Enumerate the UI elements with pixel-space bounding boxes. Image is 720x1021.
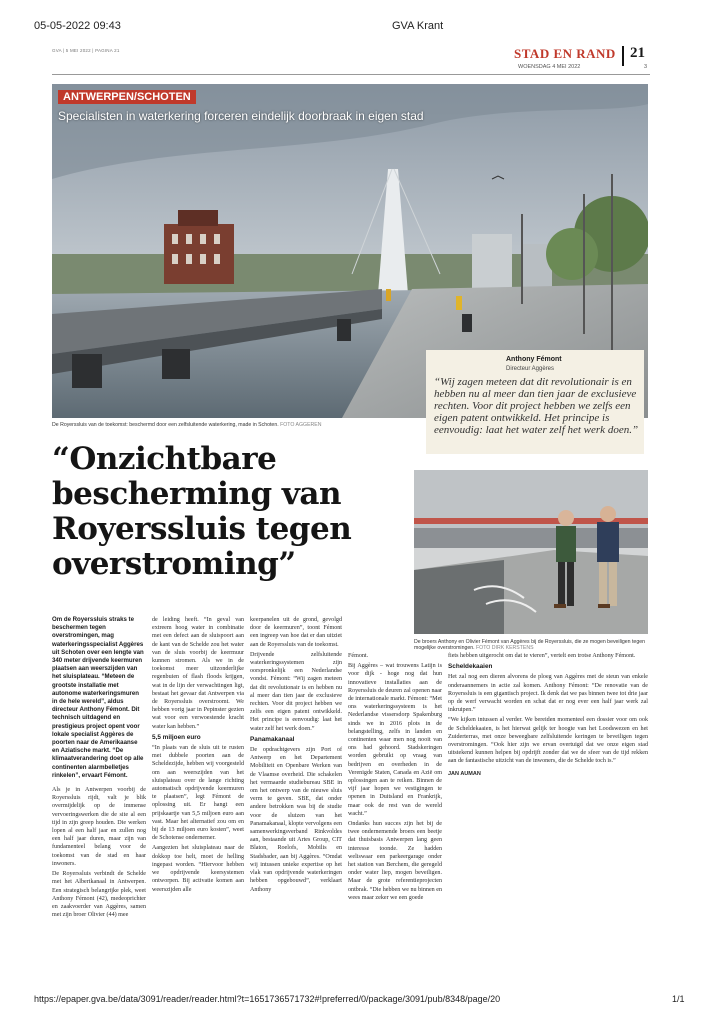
section-name: STAD EN RAND [514,46,616,61]
author-signature: JAN AUMAN [448,770,481,777]
header-rule [52,74,650,75]
brothers-photo [414,470,648,634]
article-column-1 [52,616,146,921]
article-column-4 [348,652,442,904]
pull-quote-box [426,350,644,454]
subhead: 5,5 miljoen euro [152,733,201,741]
print-datetime: 05-05-2022 09:43 [34,20,121,32]
section-kicker: ANTWERPEN/SCHOTEN [58,90,196,104]
page-number: 21 [630,45,645,61]
paragraph: Het zal nog een dieren alvorens de ploeg van Aggères met de steun van enkele onderaannemers in actie zal komen. Anthony Fémont: “De renovatie van de Royerssluis is een gigantisch project. Ik denk dat we pas binnen twee tot drie jaar op de werf verwacht worden en schat dat er nog ever een half jaar werk zal inkruipen.” [448,674,648,714]
paragraph: de leiding heeft. “In geval van extreem hoog water in combinatie met een defect aan de sluispoort aan de kant van de Schelde zou het water van de sluis voorbij de keermuur kunnen stromen. Als we in de toekomst meer uitzonderlijke regenbuien of flash floods krijgen, wat in de lijn der verwachtingen ligt, bestaat het gevaar dat Antwerpen via de Royerssluis overstroomt. We hebben vorig jaar in Pepinster gezien wat voor een verwoestende kracht water kan hebben.” [152,617,244,730]
brothers-caption-text: De broers Anthony en Olivier Fémont van Aggères bij de Royerssluis, die ze mogen beveiligen tegen mogelijke overstromingen. [414,639,645,651]
subhead: Panamakanaal [250,735,295,743]
subhead: Scheldekaaien [448,663,493,671]
article-intro: Om de Royerssluis straks te beschermen tegen overstromingen, mag waterkeringsspecialist Aggères uit Schoten over een lengte van 340 meter drijvende keermuren plaatsen aan weerszijden van het sluisplateau. “Meteen de grootste installatie met autonome waterkeringsmuren in de hele wereld”, aldus directeur Anthony Fémont. Dit technisch uitdagend en prestigieus project opent voor lokale specialist Aggères de poorten naar de Amerikaanse en Aziatische markt. “De klimaatverandering doet op alle continenten alarmbelletjes rinkelen”, ervaart Fémont. [52,616,144,779]
newspaper-page [48,42,650,982]
paragraph: De Royerssluis verbindt de Schelde met het Albertkanaal in Antwerpen. Een strategisch belangrijke plek, weet Anthony Fémont (42), medeoprichter en zaakvoerder van Aggères, samen met zijn broer Olivier (44) mee [52,871,146,919]
brothers-photo-credit: FOTO DIRK KERSTENS [476,645,534,651]
article-column-2 [152,616,244,896]
quote-speaker-role: Directeur Aggères [506,366,555,372]
masthead-small: GVA | 5 MEI 2022 | PAGINA 21 [52,48,120,53]
hero-photo-credit: FOTO AGGEREN [280,422,322,428]
brothers-illustration [414,470,648,634]
header-edition: 3 [644,64,648,70]
paragraph: Bij Aggères – wat trouwens Latijn is voor dijk - hoge nog dat hun innovatieve installaties aan de Royerssluis de deuren zal openen naar de internationale markt. Fémont: “Met ons waterkeringssysteem is het Nederlandse vissersdorp Spakenburg sinds we in 2016 plots in de belangstelling, zelfs in landen en continenten waar men nog nooit van ons had gehoord. Stadskeringen worden gebruikt op vraag van bedrijven en overheden in de Verenigde Staten, Canada en Azië om oplossingen aan te reiken. Binnen de vijf jaar hopen we vestigingen te openen in Duitsland en Frankrijk, maar ook de rest van de wereld wacht.” [348,663,442,817]
paragraph: Als je in Antwerpen voorbij de Royerssluis rijdt, valt je blik overmijdelijk op de immense vervoeringswerken die de site al een tijd in zijn greep houden. Die werken lopen al een half jaar en zullen nog een half jaar duren, maar zijn van fundamenteel belang voor de toekomst van de stad en haar inwoners. [52,787,146,867]
article-column-5 [448,652,648,778]
paragraph: Aangezien het sluisplateau naar de dokkop toe helt, moet de helling ingepast worden. “Hiervoor hebben we opdrijvende keersystemen ontworpen. Bij activatie komen aan weerszijden alle [152,845,244,893]
hero-caption-text: De Royerssluis van de toekomst: beschermd door een zelfsluitende waterkering, made in Schoten. [52,422,279,428]
headline: “Onzichtbare bescherming van Royerssluis tegen overstroming” [52,441,352,582]
print-url: https://epaper.gva.be/data/3091/reader/reader.html?t=1651736571732#!preferred/0/package/3091/pub/8348/page/20 [34,994,501,1004]
paragraph: Drijvende zelfsluitende waterkeringssystemen zijn oorspronkelijk een Nederlandse vondst. Fémont: “Wij zagen meteen dat dit revolutionair is en hebben nu al meer dan tien jaar de exclusieve rechten. Voor dit project hebben we zelfs een eigen patent ontwikkeld. Het principe is eenvoudig: laat het water zelf het werk doen.” [250,651,342,732]
hero-caption [52,422,424,428]
paragraph: keerpanelen uit de grond, gevolgd door de keermuren”, toont Fémont een ingreep van hoe dat er dan uitziet aan de Royerssluis van de toekomst. [250,617,342,648]
header-divider [622,46,624,66]
paragraph: “We kijken intussen al verder. We bereiden momenteel een dossier voor om ook de Scheldekaaien, is het hierwat gelijk ter hoogte van het Loodswezen en het Zuiderterras, met onze beweegbare zelfsluitende keringen te beveiligen tegen overstromingen. “Ook hier zijn we ervan overtuigd dat we onze eigen stad uitstekend kunnen helpen bij opdrijft zonder dat we de sfeer van de tijd rekken aan de fantastische uitzicht van de inwoners, die de Schelde toch is.” [448,717,648,765]
article-column-3 [250,616,342,896]
header-date: WOENSDAG 4 MEI 2022 [518,64,581,70]
paragraph: Ondanks hun succes zijn het bij de twee ondernemende broers een beetje dat thuisbasis Antwerpen lang geen interesse toonde. Ze hadden weliswaar een parkeergarage onder het station van Berchem, die geregeld onder water liep, mogen beveiligen. Maar de grote referentieprojecten ontbrak. “Die hebben we nu binnen en wees maar zeker we een goede [348,821,442,901]
paragraph: fiets hebben uitgerocht om dat te vieren”, vertelt een trotse Anthony Fémont. [448,653,636,659]
quote-speaker: Anthony Fémont [506,356,562,363]
paragraph: De opdrachtgevers zijn Port of Antwerp en het Departement Mobiliteit en Openbare Werken van de Vlaamse overheid. Die schakelen het vermaarde studiebureau SBE in om het ontwerp van de nieuwe sluis verm te geven. SBE, dat onder andere betrokken was bij de studie voor de sluizen van het Panamakanaal, klopte vervolgens een samenwerkingsverband Rinkvoldes aan, bestaande uit Artes Group, CIT Blaton, Roelofs, Mobilis en Stadsbader, aan bij Aggères. “Omdat wij intussen unieke expertise op het vlak van opdrijvende waterkeringen hebben opgebouwd”, verklaart Anthony [250,747,342,893]
quote-text: “Wij zagen meteen dat dit revolutionair is en hebben nu al meer dan tien jaar de exclusieve rechten. Voor dit project hebben we zelfs een eigen patent ontwikkeld. Het principe is eenvoudig: laat het water zelf het werk doen.” [434,376,639,436]
paragraph: Fémont. [348,653,369,659]
print-site-title: GVA Krant [392,20,444,32]
paragraph: “In plaats van de sluis uit te rusten met dubbele poorten aan de Scheldezijde, hebben wij voorgesteld om aan weerszijden van het sluisplateau over de lange richting automatisch opdrijvende keermuren te plaatsen”, legt Fémont de oplossing uit. Er hangt een prijskaartje van 5,5 miljoen euro aan vast. Maar het alternatief zou om en bij de 13 miljoen euro kosten”, weet de Schotense ondernemer. [152,745,244,842]
photo-subtitle: Specialisten in waterkering forceren eindelijk doorbraak in eigen stad [58,109,424,123]
print-page-count: 1/1 [672,994,685,1004]
brothers-caption [414,639,648,651]
